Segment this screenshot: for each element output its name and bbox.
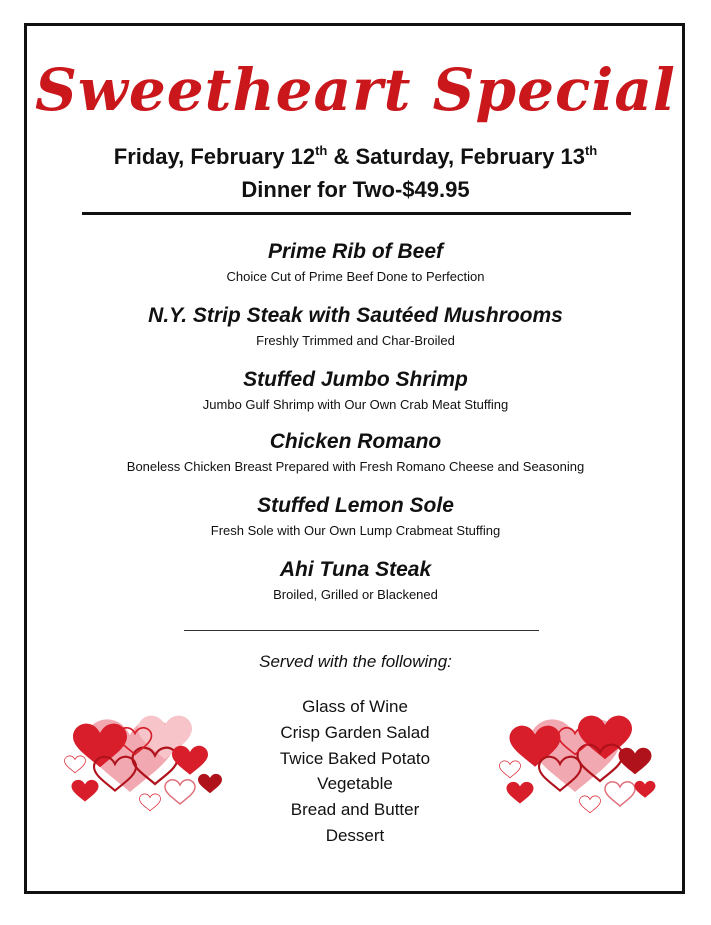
header-divider <box>82 212 631 215</box>
menu-item-name: Ahi Tuna Steak <box>279 558 432 581</box>
date-friday-suffix: th <box>315 143 328 158</box>
side-item: Crisp Garden Salad <box>280 722 430 742</box>
menu-item-name: Chicken Romano <box>269 430 442 453</box>
menu-item <box>30 492 681 540</box>
menu-item-description: Broiled, Grilled or Blackened <box>273 587 438 602</box>
hearts-cluster-left <box>60 690 230 825</box>
menu-item <box>30 238 681 286</box>
menu-item-name: Prime Rib of Beef <box>267 240 444 263</box>
side-item: Glass of Wine <box>302 697 408 716</box>
date-saturday: & Saturday, February 13 <box>327 144 585 169</box>
side-item: Dessert <box>325 825 385 845</box>
date-friday: Friday, February 12 <box>113 144 316 169</box>
event-dates <box>0 142 711 172</box>
price-line: Dinner for Two-$49.95 <box>241 177 470 202</box>
hearts-cluster-right <box>490 690 660 825</box>
menu-item-name: Stuffed Jumbo Shrimp <box>243 368 468 391</box>
menu-item-description: Fresh Sole with Our Own Lump Crabmeat Stuffing <box>210 523 501 538</box>
menu-item <box>30 428 681 476</box>
menu-item-description: Choice Cut of Prime Beef Done to Perfection <box>226 269 485 284</box>
menu-item-name: Stuffed Lemon Sole <box>257 494 454 517</box>
served-with-heading: Served with the following: <box>259 652 452 671</box>
menu-item-description: Boneless Chicken Breast Prepared with Fresh Romano Cheese and Seasoning <box>126 459 585 474</box>
section-divider <box>184 630 539 631</box>
heart-icon <box>500 716 656 813</box>
menu-item <box>30 556 681 604</box>
menu-item <box>30 366 681 414</box>
date-saturday-suffix: th <box>584 143 598 158</box>
menu-item-description: Freshly Trimmed and Char-Broiled <box>256 333 455 348</box>
sides-list <box>255 694 455 849</box>
menu-title: Sweetheart Special <box>35 56 676 124</box>
menu-item-description: Jumbo Gulf Shrimp with Our Own Crab Meat Stuffing <box>202 397 509 412</box>
heart-icon <box>65 716 223 811</box>
side-item: Twice Baked Potato <box>279 748 431 768</box>
side-item: Vegetable <box>317 774 393 794</box>
menu-item <box>30 302 681 350</box>
side-item: Bread and Butter <box>290 800 420 820</box>
menu-item-name: N.Y. Strip Steak with Sautéed Mushrooms <box>148 304 563 327</box>
